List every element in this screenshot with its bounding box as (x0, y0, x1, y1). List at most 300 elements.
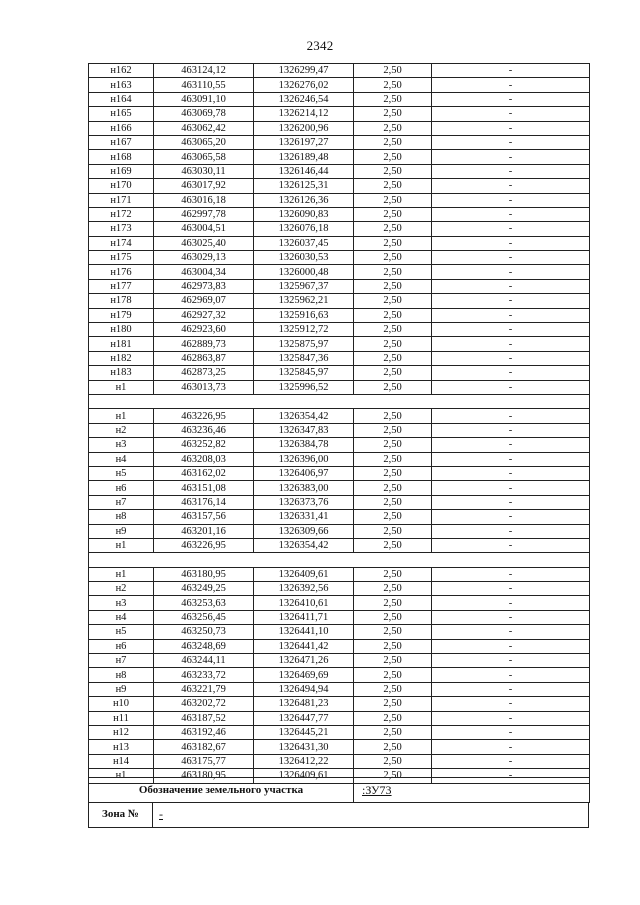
point-id-cell: н7 (89, 654, 154, 668)
y-coordinate-cell: 1326396,00 (254, 452, 354, 466)
point-id-cell: н8 (89, 668, 154, 682)
x-coordinate-cell: 463062,42 (154, 121, 254, 135)
point-id-cell: н163 (89, 78, 154, 92)
note-cell: - (432, 265, 590, 279)
note-cell: - (432, 308, 590, 322)
table-row (89, 481, 590, 495)
separator-cell (89, 553, 590, 567)
table-row (89, 754, 590, 768)
note-cell: - (432, 193, 590, 207)
y-coordinate-cell: 1326214,12 (254, 107, 354, 121)
table-row (89, 596, 590, 610)
x-coordinate-cell: 463226,95 (154, 538, 254, 552)
table-row (89, 495, 590, 509)
table-row (89, 164, 590, 178)
land-plot-code: :ЗУ73 (362, 782, 392, 797)
accuracy-cell: 2,50 (354, 754, 432, 768)
point-id-cell: н1 (89, 567, 154, 581)
accuracy-cell: 2,50 (354, 380, 432, 394)
x-coordinate-cell: 463025,40 (154, 236, 254, 250)
accuracy-cell: 2,50 (354, 596, 432, 610)
point-id-cell: н5 (89, 466, 154, 480)
y-coordinate-cell: 1326125,31 (254, 179, 354, 193)
note-cell: - (432, 481, 590, 495)
point-id-cell: н180 (89, 323, 154, 337)
table-row (89, 380, 590, 394)
x-coordinate-cell: 463201,16 (154, 524, 254, 538)
x-coordinate-cell: 463180,95 (154, 567, 254, 581)
x-coordinate-cell: 463187,52 (154, 711, 254, 725)
table-row (89, 510, 590, 524)
accuracy-cell: 2,50 (354, 725, 432, 739)
note-cell: - (432, 510, 590, 524)
accuracy-cell: 2,50 (354, 308, 432, 322)
table-row (89, 92, 590, 106)
point-id-cell: н9 (89, 682, 154, 696)
note-cell: - (432, 538, 590, 552)
note-cell: - (432, 92, 590, 106)
table-row (89, 409, 590, 423)
accuracy-cell: 2,50 (354, 207, 432, 221)
accuracy-cell: 2,50 (354, 121, 432, 135)
accuracy-cell: 2,50 (354, 423, 432, 437)
x-coordinate-cell: 463253,63 (154, 596, 254, 610)
x-coordinate-cell: 463124,12 (154, 64, 254, 78)
x-coordinate-cell: 463233,72 (154, 668, 254, 682)
x-coordinate-cell: 463221,79 (154, 682, 254, 696)
y-coordinate-cell: 1325962,21 (254, 294, 354, 308)
note-cell: - (432, 222, 590, 236)
point-id-cell: н168 (89, 150, 154, 164)
x-coordinate-cell: 463236,46 (154, 423, 254, 437)
note-cell: - (432, 107, 590, 121)
x-coordinate-cell: 463004,51 (154, 222, 254, 236)
note-cell: - (432, 452, 590, 466)
x-coordinate-cell: 463110,55 (154, 78, 254, 92)
table-row (89, 308, 590, 322)
accuracy-cell: 2,50 (354, 466, 432, 480)
table-row (89, 625, 590, 639)
y-coordinate-cell: 1326406,97 (254, 466, 354, 480)
note-cell: - (432, 64, 590, 78)
accuracy-cell: 2,50 (354, 251, 432, 265)
section-separator-row (89, 553, 590, 567)
accuracy-cell: 2,50 (354, 294, 432, 308)
y-coordinate-cell: 1326441,42 (254, 639, 354, 653)
point-id-cell: н8 (89, 510, 154, 524)
note-cell: - (432, 351, 590, 365)
table-row (89, 150, 590, 164)
note-cell: - (432, 610, 590, 624)
table-row (89, 78, 590, 92)
table-row (89, 279, 590, 293)
note-cell: - (432, 682, 590, 696)
x-coordinate-cell: 463004,34 (154, 265, 254, 279)
x-coordinate-cell: 463069,78 (154, 107, 254, 121)
x-coordinate-cell: 462927,32 (154, 308, 254, 322)
accuracy-cell: 2,50 (354, 351, 432, 365)
note-cell: - (432, 524, 590, 538)
note-cell: - (432, 754, 590, 768)
note-cell: - (432, 639, 590, 653)
note-cell: - (432, 279, 590, 293)
note-cell: - (432, 654, 590, 668)
y-coordinate-cell: 1325912,72 (254, 323, 354, 337)
accuracy-cell: 2,50 (354, 740, 432, 754)
table-row (89, 668, 590, 682)
note-cell: - (432, 725, 590, 739)
y-coordinate-cell: 1326411,71 (254, 610, 354, 624)
x-coordinate-cell: 463157,56 (154, 510, 254, 524)
table-row (89, 610, 590, 624)
x-coordinate-cell: 462889,73 (154, 337, 254, 351)
y-coordinate-cell: 1326412,22 (254, 754, 354, 768)
point-id-cell: н1 (89, 380, 154, 394)
x-coordinate-cell: 463244,11 (154, 654, 254, 668)
note-cell: - (432, 495, 590, 509)
y-coordinate-cell: 1326392,56 (254, 582, 354, 596)
point-id-cell: н6 (89, 639, 154, 653)
y-coordinate-cell: 1325875,97 (254, 337, 354, 351)
point-id-cell: н181 (89, 337, 154, 351)
point-id-cell: н2 (89, 582, 154, 596)
x-coordinate-cell: 463226,95 (154, 409, 254, 423)
x-coordinate-cell: 462969,07 (154, 294, 254, 308)
note-cell: - (432, 236, 590, 250)
accuracy-cell: 2,50 (354, 582, 432, 596)
point-id-cell: н7 (89, 495, 154, 509)
x-coordinate-cell: 463256,45 (154, 610, 254, 624)
point-id-cell: н172 (89, 207, 154, 221)
note-cell: - (432, 769, 590, 783)
point-id-cell: н171 (89, 193, 154, 207)
accuracy-cell: 2,50 (354, 625, 432, 639)
table-row (89, 107, 590, 121)
y-coordinate-cell: 1326373,76 (254, 495, 354, 509)
point-id-cell: н10 (89, 697, 154, 711)
table-row (89, 323, 590, 337)
y-coordinate-cell: 1326410,61 (254, 596, 354, 610)
x-coordinate-cell: 463030,11 (154, 164, 254, 178)
x-coordinate-cell: 462997,78 (154, 207, 254, 221)
point-id-cell: н173 (89, 222, 154, 236)
note-cell: - (432, 251, 590, 265)
point-id-cell: н176 (89, 265, 154, 279)
accuracy-cell: 2,50 (354, 481, 432, 495)
y-coordinate-cell: 1326447,77 (254, 711, 354, 725)
accuracy-cell: 2,50 (354, 452, 432, 466)
point-id-cell: н3 (89, 596, 154, 610)
accuracy-cell: 2,50 (354, 337, 432, 351)
point-id-cell: н14 (89, 754, 154, 768)
y-coordinate-cell: 1326354,42 (254, 538, 354, 552)
coordinates-table-body (89, 64, 590, 784)
table-row (89, 251, 590, 265)
accuracy-cell: 2,50 (354, 92, 432, 106)
note-cell: - (432, 423, 590, 437)
x-coordinate-cell: 463065,20 (154, 135, 254, 149)
accuracy-cell: 2,50 (354, 164, 432, 178)
note-cell: - (432, 466, 590, 480)
accuracy-cell: 2,50 (354, 654, 432, 668)
accuracy-cell: 2,50 (354, 524, 432, 538)
accuracy-cell: 2,50 (354, 639, 432, 653)
x-coordinate-cell: 463192,46 (154, 725, 254, 739)
y-coordinate-cell: 1326000,48 (254, 265, 354, 279)
accuracy-cell: 2,50 (354, 222, 432, 236)
y-coordinate-cell: 1326299,47 (254, 64, 354, 78)
note-cell: - (432, 323, 590, 337)
x-coordinate-cell: 463065,58 (154, 150, 254, 164)
x-coordinate-cell: 463091,10 (154, 92, 254, 106)
y-coordinate-cell: 1326383,00 (254, 481, 354, 495)
table-row (89, 682, 590, 696)
point-id-cell: н5 (89, 625, 154, 639)
table-row (89, 265, 590, 279)
land-plot-row (88, 777, 590, 803)
table-row (89, 582, 590, 596)
accuracy-cell: 2,50 (354, 135, 432, 149)
point-id-cell: н167 (89, 135, 154, 149)
y-coordinate-cell: 1326030,53 (254, 251, 354, 265)
point-id-cell: н175 (89, 251, 154, 265)
table-row (89, 524, 590, 538)
table-row (89, 64, 590, 78)
point-id-cell: н166 (89, 121, 154, 135)
note-cell: - (432, 179, 590, 193)
x-coordinate-cell: 463151,08 (154, 481, 254, 495)
y-coordinate-cell: 1326197,27 (254, 135, 354, 149)
accuracy-cell: 2,50 (354, 150, 432, 164)
note-cell: - (432, 294, 590, 308)
note-cell: - (432, 380, 590, 394)
y-coordinate-cell: 1326494,94 (254, 682, 354, 696)
table-row (89, 351, 590, 365)
accuracy-cell: 2,50 (354, 438, 432, 452)
point-id-cell: н164 (89, 92, 154, 106)
accuracy-cell: 2,50 (354, 697, 432, 711)
table-row (89, 366, 590, 380)
accuracy-cell: 2,50 (354, 769, 432, 783)
y-coordinate-cell: 1326090,83 (254, 207, 354, 221)
point-id-cell: н178 (89, 294, 154, 308)
point-id-cell: н179 (89, 308, 154, 322)
y-coordinate-cell: 1326037,45 (254, 236, 354, 250)
note-cell: - (432, 150, 590, 164)
accuracy-cell: 2,50 (354, 78, 432, 92)
point-id-cell: н2 (89, 423, 154, 437)
x-coordinate-cell: 463176,14 (154, 495, 254, 509)
point-id-cell: н3 (89, 438, 154, 452)
note-cell: - (432, 366, 590, 380)
table-row (89, 654, 590, 668)
y-coordinate-cell: 1326409,61 (254, 567, 354, 581)
zone-row (88, 802, 589, 828)
y-coordinate-cell: 1326441,10 (254, 625, 354, 639)
y-coordinate-cell: 1326469,69 (254, 668, 354, 682)
y-coordinate-cell: 1326384,78 (254, 438, 354, 452)
y-coordinate-cell: 1326309,66 (254, 524, 354, 538)
x-coordinate-cell: 463162,02 (154, 466, 254, 480)
accuracy-cell: 2,50 (354, 610, 432, 624)
table-row (89, 337, 590, 351)
y-coordinate-cell: 1326445,21 (254, 725, 354, 739)
table-row (89, 740, 590, 754)
note-cell: - (432, 668, 590, 682)
accuracy-cell: 2,50 (354, 107, 432, 121)
y-coordinate-cell: 1326331,41 (254, 510, 354, 524)
table-row (89, 207, 590, 221)
note-cell: - (432, 78, 590, 92)
table-row (89, 423, 590, 437)
x-coordinate-cell: 462923,60 (154, 323, 254, 337)
note-cell: - (432, 164, 590, 178)
x-coordinate-cell: 463252,82 (154, 438, 254, 452)
point-id-cell: н9 (89, 524, 154, 538)
accuracy-cell: 2,50 (354, 510, 432, 524)
x-coordinate-cell: 463248,69 (154, 639, 254, 653)
table-row (89, 294, 590, 308)
page-number: 2342 (306, 38, 334, 53)
accuracy-cell: 2,50 (354, 711, 432, 725)
point-id-cell: н1 (89, 538, 154, 552)
point-id-cell: н165 (89, 107, 154, 121)
accuracy-cell: 2,50 (354, 495, 432, 509)
table-row (89, 179, 590, 193)
y-coordinate-cell: 1325845,97 (254, 366, 354, 380)
point-id-cell: н6 (89, 481, 154, 495)
y-coordinate-cell: 1326409,61 (254, 769, 354, 783)
note-cell: - (432, 337, 590, 351)
point-id-cell: н170 (89, 179, 154, 193)
y-coordinate-cell: 1325916,63 (254, 308, 354, 322)
accuracy-cell: 2,50 (354, 567, 432, 581)
note-cell: - (432, 409, 590, 423)
y-coordinate-cell: 1326354,42 (254, 409, 354, 423)
point-id-cell: н177 (89, 279, 154, 293)
x-coordinate-cell: 462863,87 (154, 351, 254, 365)
point-id-cell: н183 (89, 366, 154, 380)
accuracy-cell: 2,50 (354, 193, 432, 207)
table-row (89, 711, 590, 725)
x-coordinate-cell: 463182,67 (154, 740, 254, 754)
point-id-cell: н12 (89, 725, 154, 739)
accuracy-cell: 2,50 (354, 265, 432, 279)
separator-cell (89, 394, 590, 408)
accuracy-cell: 2,50 (354, 366, 432, 380)
point-id-cell: н13 (89, 740, 154, 754)
y-coordinate-cell: 1325847,36 (254, 351, 354, 365)
y-coordinate-cell: 1325967,37 (254, 279, 354, 293)
table-row (89, 193, 590, 207)
table-row (89, 725, 590, 739)
table-row (89, 538, 590, 552)
accuracy-cell: 2,50 (354, 64, 432, 78)
x-coordinate-cell: 462973,83 (154, 279, 254, 293)
note-cell: - (432, 625, 590, 639)
accuracy-cell: 2,50 (354, 682, 432, 696)
note-cell: - (432, 567, 590, 581)
x-coordinate-cell: 463017,92 (154, 179, 254, 193)
land-plot-code-cell (354, 778, 590, 803)
zone-value: - (159, 807, 163, 821)
accuracy-cell: 2,50 (354, 279, 432, 293)
point-id-cell: н1 (89, 409, 154, 423)
y-coordinate-cell: 1326126,36 (254, 193, 354, 207)
point-id-cell: н182 (89, 351, 154, 365)
x-coordinate-cell: 462873,25 (154, 366, 254, 380)
table-row (89, 466, 590, 480)
zone-label: Зона № (89, 802, 153, 827)
y-coordinate-cell: 1326076,18 (254, 222, 354, 236)
point-id-cell: н1 (89, 769, 154, 783)
section-separator-row (89, 394, 590, 408)
coordinates-table (88, 63, 590, 784)
note-cell: - (432, 582, 590, 596)
point-id-cell: н162 (89, 64, 154, 78)
note-cell: - (432, 438, 590, 452)
y-coordinate-cell: 1326347,83 (254, 423, 354, 437)
table-row (89, 135, 590, 149)
y-coordinate-cell: 1326189,48 (254, 150, 354, 164)
x-coordinate-cell: 463208,03 (154, 452, 254, 466)
table-row (89, 452, 590, 466)
accuracy-cell: 2,50 (354, 179, 432, 193)
x-coordinate-cell: 463249,25 (154, 582, 254, 596)
point-id-cell: н174 (89, 236, 154, 250)
point-id-cell: н169 (89, 164, 154, 178)
y-coordinate-cell: 1326276,02 (254, 78, 354, 92)
table-row (89, 567, 590, 581)
point-id-cell: н4 (89, 452, 154, 466)
x-coordinate-cell: 463180,95 (154, 769, 254, 783)
x-coordinate-cell: 463202,72 (154, 697, 254, 711)
note-cell: - (432, 697, 590, 711)
y-coordinate-cell: 1326200,96 (254, 121, 354, 135)
x-coordinate-cell: 463029,13 (154, 251, 254, 265)
note-cell: - (432, 711, 590, 725)
y-coordinate-cell: 1325996,52 (254, 380, 354, 394)
y-coordinate-cell: 1326246,54 (254, 92, 354, 106)
note-cell: - (432, 207, 590, 221)
accuracy-cell: 2,50 (354, 236, 432, 250)
table-row (89, 121, 590, 135)
note-cell: - (432, 135, 590, 149)
x-coordinate-cell: 463175,77 (154, 754, 254, 768)
y-coordinate-cell: 1326481,23 (254, 697, 354, 711)
y-coordinate-cell: 1326431,30 (254, 740, 354, 754)
y-coordinate-cell: 1326146,44 (254, 164, 354, 178)
point-id-cell: н4 (89, 610, 154, 624)
accuracy-cell: 2,50 (354, 668, 432, 682)
point-id-cell: н11 (89, 711, 154, 725)
note-cell: - (432, 121, 590, 135)
table-row (89, 236, 590, 250)
y-coordinate-cell: 1326471,26 (254, 654, 354, 668)
table-row (89, 438, 590, 452)
x-coordinate-cell: 463250,73 (154, 625, 254, 639)
table-row (89, 697, 590, 711)
table-row (89, 222, 590, 236)
accuracy-cell: 2,50 (354, 323, 432, 337)
note-cell: - (432, 596, 590, 610)
accuracy-cell: 2,50 (354, 538, 432, 552)
table-row (89, 639, 590, 653)
note-cell: - (432, 740, 590, 754)
land-plot-label: Обозначение земельного участка (89, 778, 354, 803)
x-coordinate-cell: 463013,73 (154, 380, 254, 394)
accuracy-cell: 2,50 (354, 409, 432, 423)
